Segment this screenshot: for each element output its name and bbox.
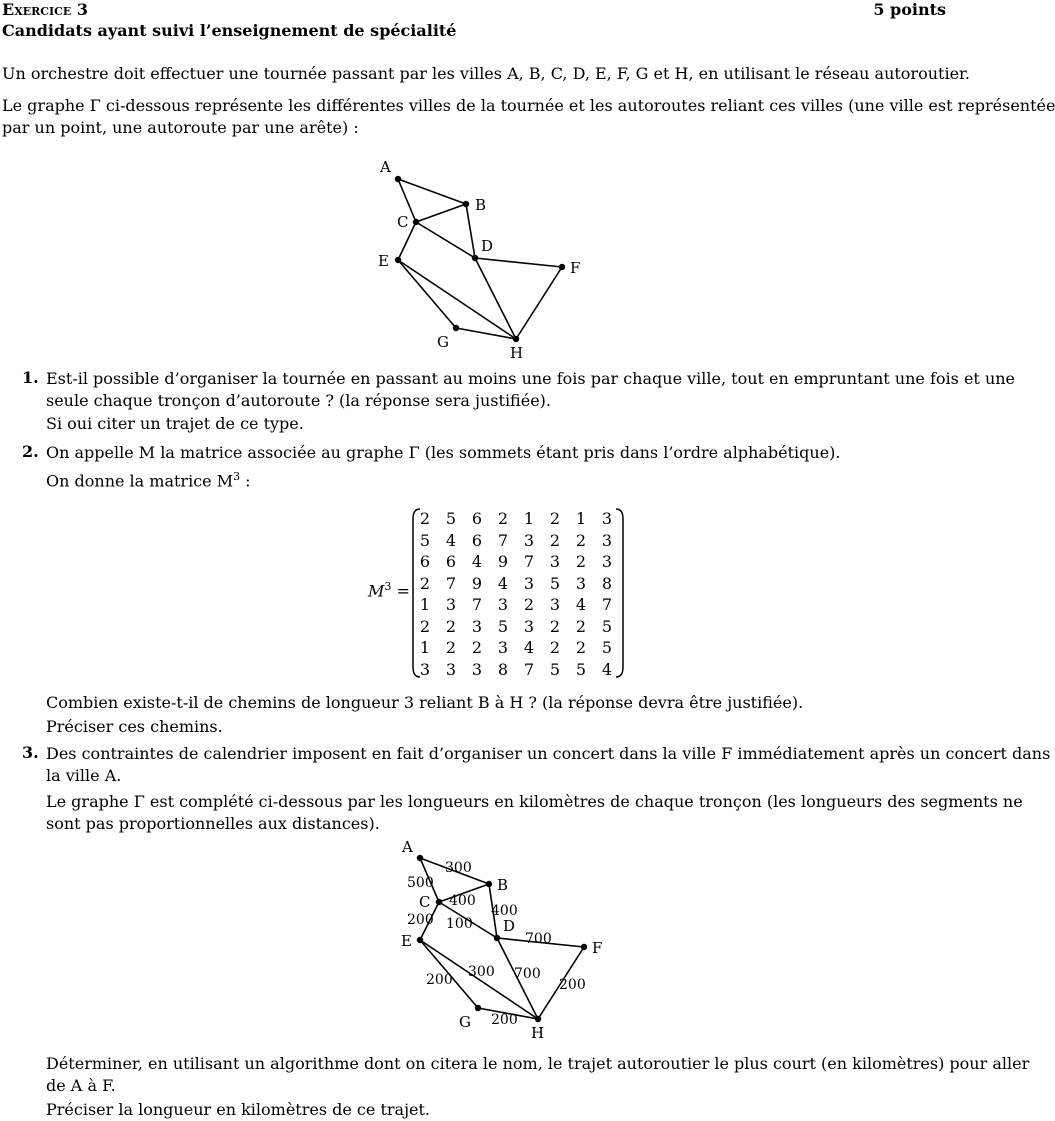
matrix-row bbox=[412, 551, 620, 573]
vertex-C bbox=[413, 219, 419, 225]
w-vertex-A bbox=[417, 855, 423, 861]
w-vertex-label-B: B bbox=[497, 876, 509, 894]
question-1-line-1: Est-il possible d’organiser la tournée en passant au moins une fois par chaque ville, tout en empruntant une fois et une bbox=[46, 369, 1016, 388]
exercise-subtitle: Candidats ayant suivi l’enseignement de spécialité bbox=[2, 21, 457, 40]
weight-AB: 300 bbox=[445, 860, 472, 876]
question-2-line-1: On appelle M la matrice associée au graphe Γ (les sommets étant pris dans l’ordre alphabétique). bbox=[46, 443, 841, 462]
question-2-line-3: Combien existe-t-il de chemins de longueur 3 reliant B à H ? (la réponse devra être justifiée). bbox=[46, 693, 804, 712]
w-vertex-label-E: E bbox=[401, 932, 412, 950]
weight-BD: 400 bbox=[491, 903, 518, 919]
matrix-cell: 3 bbox=[523, 573, 535, 593]
w-vertex-C bbox=[436, 899, 442, 905]
vertex-E bbox=[395, 257, 401, 263]
question-3-line-5: Déterminer, en utilisant un algorithme dont on citera le nom, le trajet autoroutier le plus court (en kilomètres) pour aller bbox=[46, 1054, 1030, 1073]
matrix-cell: 8 bbox=[497, 659, 509, 679]
matrix-cell: 3 bbox=[549, 552, 561, 572]
matrix-cell: 6 bbox=[419, 552, 431, 572]
matrix-cell: 2 bbox=[549, 638, 561, 658]
w-vertex-label-H: H bbox=[531, 1024, 545, 1042]
matrix-cell: 7 bbox=[523, 659, 535, 679]
edge-CB bbox=[416, 204, 466, 222]
w-vertex-label-A: A bbox=[402, 838, 413, 856]
weight-EG: 200 bbox=[426, 972, 453, 988]
matrix-cell: 5 bbox=[419, 530, 431, 550]
matrix-cell: 9 bbox=[471, 573, 483, 593]
matrix-cell: 7 bbox=[523, 552, 535, 572]
matrix-cell: 2 bbox=[549, 530, 561, 550]
matrix-cell: 3 bbox=[549, 595, 561, 615]
edge-CD bbox=[416, 222, 475, 258]
matrix-cell: 6 bbox=[445, 552, 457, 572]
matrix-cell: 3 bbox=[471, 659, 483, 679]
matrix-cell: 3 bbox=[445, 659, 457, 679]
weight-AC: 500 bbox=[407, 875, 434, 891]
intro-paragraph-1: Un orchestre doit effectuer une tournée passant par les villes A, B, C, D, E, F, G et H, en utilisant le réseau autoroutier. bbox=[2, 64, 971, 83]
exercise-title: Exercice 3 bbox=[2, 0, 88, 19]
matrix-cell: 3 bbox=[575, 573, 587, 593]
vertex-label-A: A bbox=[380, 158, 391, 176]
matrix-cell: 3 bbox=[601, 552, 613, 572]
matrix-row bbox=[412, 637, 620, 659]
matrix-cell: 2 bbox=[523, 595, 535, 615]
matrix-label: $M^3$ = bbox=[368, 580, 410, 601]
weight-EH: 300 bbox=[468, 964, 495, 980]
vertex-label-H: H bbox=[510, 344, 524, 362]
edge-EG bbox=[398, 260, 456, 328]
matrix-cell: 2 bbox=[419, 509, 431, 529]
matrix-cell: 3 bbox=[471, 616, 483, 636]
matrix-cell: 8 bbox=[601, 573, 613, 593]
matrix-cell: 3 bbox=[523, 530, 535, 550]
matrix-cell: 9 bbox=[497, 552, 509, 572]
w-vertex-G bbox=[475, 1005, 481, 1011]
matrix-cell: 1 bbox=[575, 509, 587, 529]
matrix-cell: 2 bbox=[419, 573, 431, 593]
matrix-cell: 1 bbox=[419, 595, 431, 615]
matrix-cell: 2 bbox=[419, 616, 431, 636]
w-vertex-D bbox=[494, 935, 500, 941]
matrix-cell: 3 bbox=[497, 638, 509, 658]
matrix-cell: 2 bbox=[575, 552, 587, 572]
matrix-cell: 2 bbox=[445, 638, 457, 658]
matrix-cell: 2 bbox=[445, 616, 457, 636]
matrix-cell: 5 bbox=[549, 573, 561, 593]
matrix-cell: 4 bbox=[445, 530, 457, 550]
matrix-cell: 2 bbox=[575, 616, 587, 636]
matrix-cell: 7 bbox=[497, 530, 509, 550]
matrix-cell: 7 bbox=[471, 595, 483, 615]
question-2-line-4: Préciser ces chemins. bbox=[46, 717, 223, 736]
matrix-cell: 6 bbox=[471, 509, 483, 529]
w-vertex-B bbox=[486, 881, 492, 887]
matrix-cell: 5 bbox=[445, 509, 457, 529]
w-vertex-label-G: G bbox=[459, 1013, 471, 1031]
matrix-cell: 5 bbox=[575, 659, 587, 679]
matrix-cell: 5 bbox=[601, 638, 613, 658]
edge-BD bbox=[466, 204, 475, 258]
vertex-D bbox=[472, 255, 478, 261]
matrix-cell: 2 bbox=[575, 638, 587, 658]
weight-DH: 700 bbox=[514, 966, 541, 982]
question-1-number: 1. bbox=[22, 368, 39, 387]
matrix-cell: 3 bbox=[523, 616, 535, 636]
edge-DF bbox=[475, 258, 562, 267]
weight-CD: 100 bbox=[446, 916, 473, 932]
matrix-cell: 3 bbox=[419, 659, 431, 679]
matrix-row bbox=[412, 616, 620, 638]
w-vertex-F bbox=[581, 944, 587, 950]
matrix-cell: 4 bbox=[497, 573, 509, 593]
matrix-cell: 2 bbox=[549, 509, 561, 529]
vertex-label-E: E bbox=[378, 252, 389, 270]
weight-CB: 400 bbox=[449, 893, 476, 909]
w-vertex-label-F: F bbox=[592, 939, 603, 957]
w-vertex-label-C: C bbox=[419, 893, 431, 911]
matrix-row bbox=[412, 530, 620, 552]
w-vertex-H bbox=[535, 1016, 541, 1022]
edge-AB bbox=[398, 179, 466, 204]
weight-GH: 200 bbox=[491, 1012, 518, 1028]
matrix-cell: 3 bbox=[445, 595, 457, 615]
matrix-cell: 3 bbox=[601, 530, 613, 550]
matrix-cell: 3 bbox=[497, 595, 509, 615]
matrix-row bbox=[412, 508, 620, 530]
matrix-cell: 2 bbox=[575, 530, 587, 550]
matrix-cell: 4 bbox=[601, 659, 613, 679]
question-2-number: 2. bbox=[22, 442, 39, 461]
vertex-label-C: C bbox=[397, 213, 409, 231]
matrix-cell: 7 bbox=[445, 573, 457, 593]
vertex-label-G: G bbox=[437, 333, 449, 351]
edge-DH bbox=[475, 258, 516, 339]
vertex-G bbox=[453, 325, 459, 331]
matrix-cell: 4 bbox=[575, 595, 587, 615]
matrix-cell: 2 bbox=[549, 616, 561, 636]
question-3-line-3: Le graphe Γ est complété ci-dessous par les longueurs en kilomètres de chaque tronçon (les longueurs des segments ne bbox=[46, 792, 1023, 811]
matrix-cell: 1 bbox=[419, 638, 431, 658]
vertex-A bbox=[395, 176, 401, 182]
question-1-line-3: Si oui citer un trajet de ce type. bbox=[46, 414, 304, 433]
vertex-H bbox=[513, 336, 519, 342]
question-3-line-2: la ville A. bbox=[46, 766, 122, 785]
intro-paragraph-2-line-2: par un point, une autoroute par une arête) : bbox=[2, 118, 359, 137]
points-label: 5 points bbox=[873, 0, 946, 19]
w-vertex-label-D: D bbox=[503, 917, 516, 935]
matrix-row bbox=[412, 659, 620, 681]
intro-paragraph-2-line-1: Le graphe Γ ci-dessous représente les différentes villes de la tournée et les autoroutes reliant ces villes (une ville est représentée bbox=[2, 96, 1055, 115]
matrix-cell: 4 bbox=[523, 638, 535, 658]
vertex-label-F: F bbox=[570, 259, 581, 277]
vertex-F bbox=[559, 264, 565, 270]
matrix-cell: 2 bbox=[471, 638, 483, 658]
weight-CE: 200 bbox=[407, 912, 434, 928]
matrix-cell: 1 bbox=[523, 509, 535, 529]
matrix-cell: 7 bbox=[601, 595, 613, 615]
matrix-cell: 6 bbox=[471, 530, 483, 550]
question-3-line-4: sont pas proportionnelles aux distances). bbox=[46, 814, 380, 833]
question-2-line-2: On donne la matrice $M^3$ : bbox=[46, 470, 251, 491]
question-3-line-6: de A à F. bbox=[46, 1076, 116, 1095]
matrix-m3 bbox=[412, 508, 620, 680]
weight-DF: 700 bbox=[525, 931, 552, 947]
matrix-cell: 5 bbox=[549, 659, 561, 679]
edge-FH bbox=[516, 267, 562, 339]
question-3-line-1: Des contraintes de calendrier imposent en fait d’organiser un concert dans la ville F immédiatement après un concert dans bbox=[46, 744, 1051, 763]
matrix-cell: 5 bbox=[601, 616, 613, 636]
matrix-row bbox=[412, 573, 620, 595]
vertex-label-B: B bbox=[475, 196, 487, 214]
question-3-line-7: Préciser la longueur en kilomètres de ce trajet. bbox=[46, 1100, 431, 1119]
matrix-cell: 5 bbox=[497, 616, 509, 636]
vertex-B bbox=[463, 201, 469, 207]
w-vertex-E bbox=[417, 937, 423, 943]
matrix-cell: 3 bbox=[601, 509, 613, 529]
question-3-number: 3. bbox=[22, 743, 39, 762]
weight-FH: 200 bbox=[559, 977, 586, 993]
vertex-label-D: D bbox=[481, 237, 494, 255]
matrix-cell: 2 bbox=[497, 509, 509, 529]
question-1-line-2: seule chaque tronçon d’autoroute ? (la réponse sera justifiée). bbox=[46, 391, 551, 410]
matrix-row bbox=[412, 594, 620, 616]
matrix-cell: 4 bbox=[471, 552, 483, 572]
